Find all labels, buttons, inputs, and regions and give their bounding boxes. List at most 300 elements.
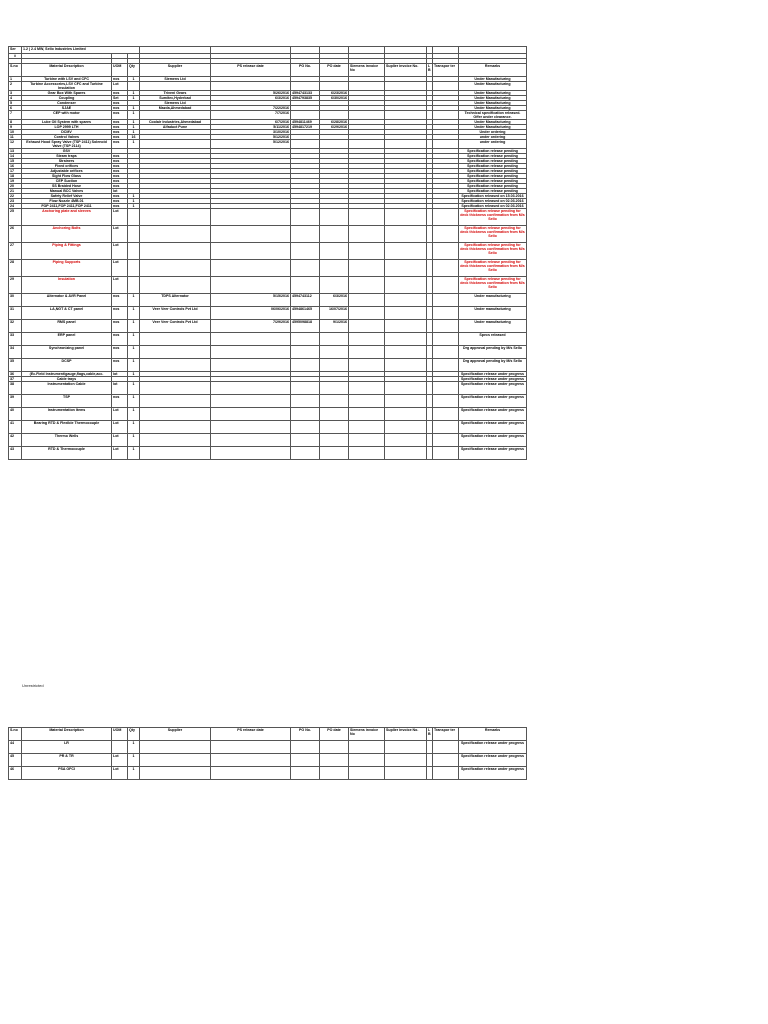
cell-desc: Flow Nozzle 4MB.01 — [22, 199, 112, 204]
cell-supplier-inv — [385, 307, 427, 320]
cell-desc: Instrumentation Cable — [22, 382, 112, 395]
header-l: L B — [427, 64, 433, 77]
cell-desc: Bearing RTD & Flexible Thermocouple — [22, 421, 112, 434]
cell-ps-date — [211, 346, 291, 359]
cell-po-no — [291, 408, 320, 421]
cell-qty: 1 — [128, 754, 140, 767]
cell-ps-date — [211, 408, 291, 421]
cell-remarks: Specification release pending — [459, 159, 527, 164]
cell-po-date — [320, 209, 349, 226]
table-row — [9, 395, 527, 408]
cell-remarks: Specification release under progress — [459, 447, 527, 460]
cell-ps-date: 5/12/2016 — [211, 135, 291, 140]
cell-desc: CEP with motor — [22, 111, 112, 120]
cell-supplier-inv — [385, 408, 427, 421]
cell-uom: nos — [112, 346, 128, 359]
cell-supplier-inv — [385, 333, 427, 346]
cell-po-date — [320, 395, 349, 408]
cell-uom: nos — [112, 101, 128, 106]
cell-siemens-inv — [349, 434, 385, 447]
cell-supplier — [140, 260, 211, 277]
cell-supplier — [140, 421, 211, 434]
table-row — [9, 243, 527, 260]
cell-po-no — [291, 333, 320, 346]
cell-remarks: Drg approval pending by M/s Sello — [459, 359, 527, 372]
cell-uom: nos — [112, 320, 128, 333]
cell-supplier: Coolair Industries,Ahmedabad — [140, 120, 211, 125]
cell-sno: 30 — [9, 294, 22, 307]
cell-po-no: 4594743112 — [291, 294, 320, 307]
cell-qty: 1 — [128, 346, 140, 359]
table-row — [9, 307, 527, 320]
cell-remarks: Specification release under progress — [459, 767, 527, 780]
cell-po-date: 16/07/2016 — [320, 307, 349, 320]
cell-ps-date — [211, 434, 291, 447]
cell-po-date — [320, 226, 349, 243]
table-row — [9, 434, 527, 447]
cell-supplier-inv — [385, 243, 427, 260]
cell-uom: nos — [112, 154, 128, 159]
cell-remarks: Specification release under progress — [459, 382, 527, 395]
cell-remarks: under ordering — [459, 140, 527, 149]
cell-remarks: Specification release under progress — [459, 434, 527, 447]
cell-ps-date: 7/7/2016 — [211, 111, 291, 120]
cell-desc: Alternator & AVR Panel — [22, 294, 112, 307]
cell-siemens-inv — [349, 382, 385, 395]
cell-sno: 40 — [9, 408, 22, 421]
table-row — [9, 382, 527, 395]
header-supinv: Suplier invoice No. — [385, 64, 427, 77]
cell-supplier-inv — [385, 294, 427, 307]
cell-sno: 13 — [9, 149, 22, 154]
cell-desc: Insulation — [22, 277, 112, 294]
cell-transporter — [433, 408, 459, 421]
cell-uom: lot — [112, 382, 128, 395]
cell-desc: SS Braided Hose — [22, 184, 112, 189]
cell-sno: 5 — [9, 101, 22, 106]
cell-uom: Lot — [112, 434, 128, 447]
cell-po-no — [291, 140, 320, 149]
header-uom: UOM — [112, 728, 128, 741]
cell-transporter — [433, 333, 459, 346]
cell-ps-date: 5/26/2016 — [211, 91, 291, 96]
cell-sno: 34 — [9, 346, 22, 359]
cell-po-date — [320, 767, 349, 780]
cell-desc: Cable trays — [22, 377, 112, 382]
cell-siemens-inv — [349, 421, 385, 434]
cell-desc: Steam traps — [22, 154, 112, 159]
cell-supplier-inv — [385, 346, 427, 359]
cell-po-date — [320, 243, 349, 260]
cell-desc: SJAE — [22, 106, 112, 111]
cell-desc: DCSP — [22, 359, 112, 372]
cell-uom: Lot — [112, 277, 128, 294]
cell-remarks: Under ordering — [459, 130, 527, 135]
cell-po-date — [320, 359, 349, 372]
cell-supplier — [140, 382, 211, 395]
table-row — [9, 294, 527, 307]
cell-ps-date: 3/10/2016 — [211, 130, 291, 135]
cell-desc: PSA OFCI — [22, 767, 112, 780]
cell-uom: nos — [112, 333, 128, 346]
cell-po-no — [291, 395, 320, 408]
cell-remarks: Under Manufacturing — [459, 91, 527, 96]
cell-sno: 12 — [9, 140, 22, 149]
cell-desc: Thermo Wells — [22, 434, 112, 447]
cell-sno: 41 — [9, 421, 22, 434]
title-label: Ser — [9, 47, 22, 54]
cell-uom: nos — [112, 204, 128, 209]
cell-po-date — [320, 421, 349, 434]
cell-po-no — [291, 209, 320, 226]
cell-po-date — [320, 140, 349, 149]
cell-uom: nos — [112, 91, 128, 96]
cell-po-date: 6/28/2016 — [320, 120, 349, 125]
cell-desc: Coupling — [22, 96, 112, 101]
cell-uom: nos — [112, 294, 128, 307]
cell-po-no — [291, 359, 320, 372]
cell-transporter — [433, 226, 459, 243]
header-desc: Material Description — [22, 728, 112, 741]
cell-supplier: Siemens Ltd — [140, 101, 211, 106]
cell-sno: 23 — [9, 199, 22, 204]
cell-desc: Instrumentation Items — [22, 408, 112, 421]
cell-qty: 1 — [128, 421, 140, 434]
cell-transporter — [433, 421, 459, 434]
cell-sno: 15 — [9, 159, 22, 164]
cell-supplier — [140, 209, 211, 226]
cell-siemens-inv — [349, 260, 385, 277]
cell-desc: DCMV — [22, 130, 112, 135]
cell-qty: 1 — [128, 91, 140, 96]
cell-uom: nos — [112, 77, 128, 82]
cell-qty: 1 — [128, 77, 140, 82]
cell-supplier — [140, 277, 211, 294]
cell-po-no: 4594817219 — [291, 125, 320, 130]
cell-po-no — [291, 82, 320, 91]
cell-supplier — [140, 395, 211, 408]
cell-sno: 33 — [9, 333, 22, 346]
cell-remarks: Specification release pending — [459, 189, 527, 194]
cell-sno: 28 — [9, 260, 22, 277]
cell-supplier-inv — [385, 767, 427, 780]
cell-qty: 1 — [128, 333, 140, 346]
cell-desc: Synchronizing panel — [22, 346, 112, 359]
cell-ps-date — [211, 382, 291, 395]
cell-qty — [128, 82, 140, 91]
cell-supplier: Alfaduct Pune — [140, 125, 211, 130]
cell-qty — [128, 243, 140, 260]
cell-qty: 1 — [128, 204, 140, 209]
cell-po-no — [291, 754, 320, 767]
cell-qty: 1 — [128, 372, 140, 377]
cell-sno: 38 — [9, 382, 22, 395]
cell-supplier — [140, 82, 211, 91]
cell-ps-date — [211, 395, 291, 408]
cell-remarks: Specification release pending — [459, 154, 527, 159]
cell-sno: 20 — [9, 184, 22, 189]
cell-remarks: Specification released on 02.03.2016 — [459, 199, 527, 204]
cell-desc: ERP panel — [22, 333, 112, 346]
cell-po-date — [320, 111, 349, 120]
cell-po-no — [291, 277, 320, 294]
cell-transporter — [433, 434, 459, 447]
cell-po-date — [320, 333, 349, 346]
cell-remarks: Specification release under progress — [459, 395, 527, 408]
header-remarks: Remarks — [459, 728, 527, 741]
cell-siemens-inv — [349, 408, 385, 421]
table-row — [9, 754, 527, 767]
cell-supplier-inv — [385, 277, 427, 294]
cell-desc: GSV — [22, 149, 112, 154]
cell-transporter — [433, 243, 459, 260]
table-row — [9, 421, 527, 434]
cell-ps-date — [211, 754, 291, 767]
cell-transporter — [433, 307, 459, 320]
cell-transporter — [433, 767, 459, 780]
cell-qty: 1 — [128, 320, 140, 333]
cell-transporter — [433, 294, 459, 307]
cell-siemens-inv — [349, 226, 385, 243]
cell-uom: Lot — [112, 421, 128, 434]
cell-uom: nos — [112, 359, 128, 372]
table-row — [9, 447, 527, 460]
header-qty: Qty — [128, 728, 140, 741]
cell-sno: 44 — [9, 741, 22, 754]
cell-po-date — [320, 408, 349, 421]
cell-qty: 1 — [128, 106, 140, 111]
table-row — [9, 767, 527, 780]
cell-po-no — [291, 260, 320, 277]
cell-qty — [128, 209, 140, 226]
cell-siemens-inv — [349, 209, 385, 226]
cell-transporter — [433, 754, 459, 767]
cell-transporter — [433, 447, 459, 460]
cell-po-date — [320, 434, 349, 447]
cell-supplier — [140, 408, 211, 421]
cell-po-no — [291, 434, 320, 447]
cell-desc: PR & TR — [22, 754, 112, 767]
cell-uom: lot — [112, 372, 128, 377]
cell-qty — [128, 277, 140, 294]
cell-transporter — [433, 741, 459, 754]
cell-remarks: Specification release pending for deck thickness confirmation from M/s Sello — [459, 209, 527, 226]
cell-sno: 7 — [9, 111, 22, 120]
cell-uom: nos — [112, 135, 128, 140]
cell-ps-date: 7/29/2016 — [211, 320, 291, 333]
cell-sno: 6 — [9, 106, 22, 111]
cell-sno: 46 — [9, 767, 22, 780]
cell-qty: 1 — [128, 120, 140, 125]
cell-po-no — [291, 243, 320, 260]
header-supinv: Suplier invoice No. — [385, 728, 427, 741]
cell-uom: Set — [112, 96, 128, 101]
cell-supplier-inv — [385, 754, 427, 767]
cell-sno: 26 — [9, 226, 22, 243]
project-title: 1.2 | 2.4 MW, Sello Industries Limited — [22, 47, 140, 54]
cell-supplier — [140, 226, 211, 243]
cell-desc: Piping Supports — [22, 260, 112, 277]
cell-supplier — [140, 243, 211, 260]
cell-ps-date: 5/11/2016 — [211, 125, 291, 130]
title-row — [9, 47, 527, 54]
cell-remarks: Specification released on 02.03.2016 — [459, 204, 527, 209]
header-trans: Transpor ter — [433, 64, 459, 77]
cell-sno: 19 — [9, 179, 22, 184]
cell-qty: 1 — [128, 96, 140, 101]
cell-sno: 43 — [9, 447, 22, 460]
cell-supplier-inv — [385, 140, 427, 149]
cell-po-no — [291, 741, 320, 754]
cell-ps-date: 5/12/2016 — [211, 140, 291, 149]
cell-remarks: Specification release pending for deck thickness confirmation from M/s Sello — [459, 260, 527, 277]
table-row — [9, 260, 527, 277]
cell-desc: Exhaust Hood Spray Valve (TSP 2411) Solenoid Valve (TSP 2114) — [22, 140, 112, 149]
cell-ps-date — [211, 767, 291, 780]
table-row — [9, 226, 527, 243]
cell-desc: Safety Relief Valve — [22, 194, 112, 199]
cell-uom: nos — [112, 111, 128, 120]
cell-supplier-inv — [385, 434, 427, 447]
cell-desc: RMS panel — [22, 320, 112, 333]
cell-desc: (Ec.Field Instrument/gauge,flags,cable,acc. — [22, 372, 112, 377]
header-trans: Transpor ter — [433, 728, 459, 741]
cell-supplier — [140, 767, 211, 780]
cell-remarks: Under manufacturing — [459, 320, 527, 333]
cell-ps-date: 5/15/2016 — [211, 294, 291, 307]
cell-siemens-inv — [349, 447, 385, 460]
cell-remarks: Under manufacturing — [459, 307, 527, 320]
cell-po-no — [291, 447, 320, 460]
cell-siemens-inv — [349, 333, 385, 346]
cell-qty: 1 — [128, 294, 140, 307]
cell-remarks: Under Manufacturing — [459, 77, 527, 82]
cell-transporter — [433, 140, 459, 149]
header-podate: PO date — [320, 728, 349, 741]
cell-uom: nos — [112, 307, 128, 320]
cell-remarks: Specification release pending — [459, 169, 527, 174]
table-row — [9, 111, 527, 120]
cell-siemens-inv — [349, 320, 385, 333]
cell-siemens-inv — [349, 754, 385, 767]
cell-desc: TSP — [22, 395, 112, 408]
cell-remarks: Specification release under progress — [459, 421, 527, 434]
cell-remarks: under ordering — [459, 135, 527, 140]
cell-transporter — [433, 395, 459, 408]
cell-siemens-inv — [349, 294, 385, 307]
cell-remarks: Under Manufacturing — [459, 120, 527, 125]
header-po: PO No. — [291, 64, 320, 77]
cell-remarks: Under Manufacturing — [459, 82, 527, 91]
cell-supplier-inv — [385, 82, 427, 91]
cell-supplier-inv — [385, 382, 427, 395]
cell-siemens-inv — [349, 243, 385, 260]
cell-remarks: Specification release pending — [459, 149, 527, 154]
table-row — [9, 346, 527, 359]
cell-remarks: Specification release pending for deck thickness confirmation from M/s Sello — [459, 243, 527, 260]
table-row — [9, 209, 527, 226]
cell-remarks: Under manufacturing — [459, 294, 527, 307]
cell-po-no: 4595098818 — [291, 320, 320, 333]
cell-po-date — [320, 382, 349, 395]
cell-uom: nos — [112, 159, 128, 164]
cell-remarks: Specification release pending for deck thickness confirmation from M/s Sello — [459, 277, 527, 294]
cell-qty: 1 — [128, 307, 140, 320]
cell-desc: Adjustable orifices — [22, 169, 112, 174]
cell-po-date — [320, 82, 349, 91]
cell-supplier-inv — [385, 741, 427, 754]
cell-uom: nos — [112, 106, 128, 111]
table-row — [9, 140, 527, 149]
cell-remarks: Specification released on 15.03.2016 — [459, 194, 527, 199]
cell-siemens-inv — [349, 82, 385, 91]
cell-desc: Piping & Fittings — [22, 243, 112, 260]
cell-remarks: Specification release pending — [459, 179, 527, 184]
cell-transporter — [433, 359, 459, 372]
cell-uom: nos — [112, 169, 128, 174]
cell-supplier-inv — [385, 111, 427, 120]
cell-po-no — [291, 382, 320, 395]
cell-uom: Lot — [112, 447, 128, 460]
cell-supplier — [140, 346, 211, 359]
cell-uom — [112, 741, 128, 754]
cell-remarks: Under Manufacturing — [459, 106, 527, 111]
cell-remarks: Specification release under progress — [459, 377, 527, 382]
cell-supplier: Veer Veer Controls Pvt Ltd — [140, 307, 211, 320]
cell-supplier — [140, 333, 211, 346]
cell-sno: 39 — [9, 395, 22, 408]
cell-remarks: Technical specification released. Offer under clearance. — [459, 111, 527, 120]
cell-desc: LOP 2999 LTH — [22, 125, 112, 130]
cell-remarks: Specification release under progress — [459, 754, 527, 767]
cell-transporter — [433, 346, 459, 359]
cell-desc: Fixed orifices — [22, 164, 112, 169]
cell-uom: nos — [112, 130, 128, 135]
cell-po-no: 4594861465 — [291, 307, 320, 320]
cell-ps-date — [211, 226, 291, 243]
cell-supplier-inv — [385, 421, 427, 434]
cell-uom: Lot — [112, 260, 128, 277]
header-row-2 — [9, 728, 527, 741]
cell-remarks: Specification release under progress — [459, 408, 527, 421]
cell-desc: Turbine with LSV and CFC — [22, 77, 112, 82]
cell-remarks: Specification release pending — [459, 164, 527, 169]
cell-siemens-inv — [349, 741, 385, 754]
cell-uom: nos — [112, 179, 128, 184]
cell-desc: Anchoring plate and sleeves — [22, 209, 112, 226]
header-siemens: Siemens invoice No — [349, 728, 385, 741]
cell-po-date — [320, 447, 349, 460]
cell-sno: 11 — [9, 135, 22, 140]
cell-sno: 4 — [9, 96, 22, 101]
cell-po-date — [320, 741, 349, 754]
cell-remarks: Specification release pending — [459, 184, 527, 189]
cell-po-no: 4594811469 — [291, 120, 320, 125]
cell-supplier-inv — [385, 359, 427, 372]
cell-po-date — [320, 754, 349, 767]
cell-uom: Lot — [112, 754, 128, 767]
cell-ps-date: 7/22/2016 — [211, 106, 291, 111]
progress-table-2 — [8, 727, 527, 780]
cell-siemens-inv — [349, 277, 385, 294]
cell-uom: nos — [112, 199, 128, 204]
table-row — [9, 333, 527, 346]
cell-qty: 1 — [128, 199, 140, 204]
cell-ps-date — [211, 447, 291, 460]
cell-supplier-inv — [385, 260, 427, 277]
cell-po-no: 4594793835 — [291, 96, 320, 101]
cell-transporter — [433, 320, 459, 333]
